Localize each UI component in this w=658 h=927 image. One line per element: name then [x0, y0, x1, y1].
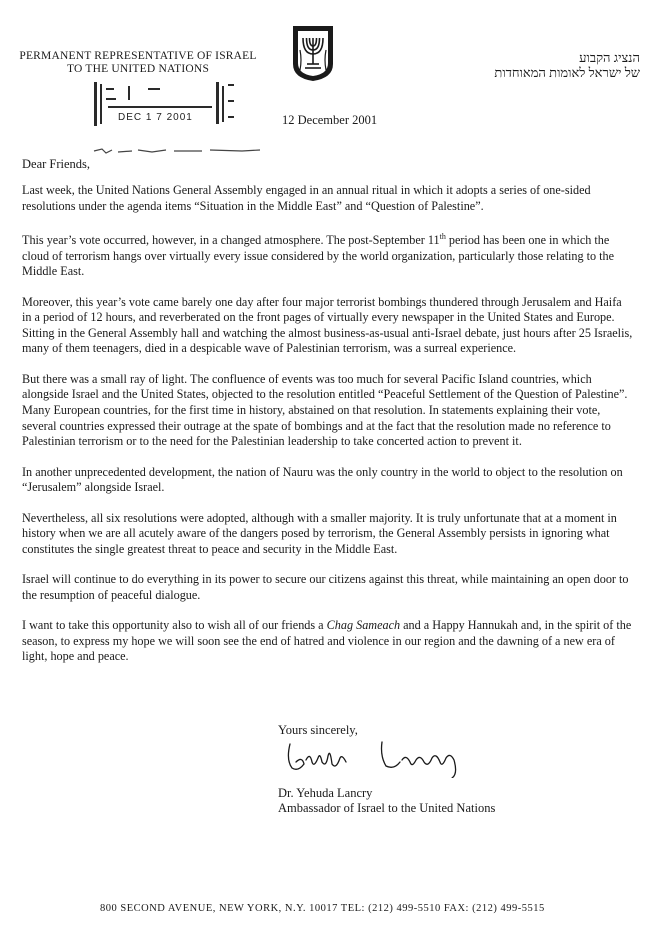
hebrew-line-1: הנציג הקבוע — [579, 50, 640, 65]
paragraph-text: I want to take this opportunity also to wish all of our friends a — [22, 618, 327, 633]
sender-header — [18, 50, 258, 76]
paragraph: Moreover, this year’s vote came barely one day after four major terrorist bombings thundered through Jerusalem and Haifa in a period of 12 hours, and reverberated on the front pages of virtually every newspaper in the United States and Europe. Sitting in the General Assembly hall and watching the almost business-as-usual anti-Israel debate, just hours after 25 Israelis, many of them teenagers, died in a despicable wave of Palestinian terrorism, was a surreal experience. — [22, 294, 633, 356]
paragraph-text: This year’s vote occurred, however, in a changed atmosphere. The post-September 11 — [22, 233, 440, 248]
paragraph: But there was a small ray of light. The confluence of events was too much for several Pacific Island countries, which alongside Israel and the United States, objected to the resolution entitled “Peaceful Settlement of the Question of Palestine”. Many European countries, for the first time in history, abstained on that resolution. In statements explaining their vote, several countries expressed their outrage at the spate of bombings and at the fact that the resolution made no reference to Palestinian terrorism or to the need for the Palestinian leadership to take concerted action to prevent it. — [22, 371, 628, 449]
paragraph-text: and a Happy Hannukah and, in the spirit of the season, to express my hope we will soon see the end of hatred and violence in our region and the dawning of a new era of light, hope and peace. — [22, 618, 632, 664]
paragraph: Nevertheless, all six resolutions were adopted, although with a smaller majority. It is truly unfortunate that at a moment in history when we are all acutely aware of the dangers posed by terrorism, the General Assembly persists in ignoring what constitutes the single greatest threat to peace and security in the Middle East. — [22, 510, 617, 556]
superscript: th — [439, 231, 446, 241]
handwritten-signature — [282, 734, 482, 778]
closing: Yours sincerely, — [278, 723, 358, 737]
received-stamp — [88, 80, 238, 136]
signatory-title: Ambassador of Israel to the United Nations — [278, 801, 496, 815]
paragraph: In another unprecedented development, the nation of Nauru was the only country in the world to object to the resolution on “Jerusalem” alongside Israel. — [22, 464, 623, 495]
emphasis: Chag Sameach — [326, 618, 401, 633]
hebrew-header — [440, 50, 640, 80]
footer-address: 800 SECOND AVENUE, NEW YORK, N.Y. 10017 TEL: (212) 499-5510 FAX: (212) 499-5515 — [100, 903, 545, 914]
paragraph: Israel will continue to do everything in its power to secure our citizens against this threat, while maintaining an open door to the resumption of peaceful dialogue. — [22, 572, 629, 602]
paragraph: Last week, the United Nations General Assembly engaged in an annual ritual in which it adopts a series of one-sided resolutions under the agenda items “Situation in the Middle East” and “Question of Palestine”. — [22, 183, 591, 213]
sender-line-2: TO THE UNITED NATIONS — [66, 63, 210, 75]
salutation: Dear Friends, — [22, 157, 91, 171]
letter-date: 12 December 2001 — [282, 113, 378, 127]
paragraph — [22, 618, 634, 665]
sender-line-1: PERMANENT REPRESENTATIVE OF ISRAEL — [19, 50, 257, 62]
paragraph — [22, 229, 634, 280]
letter-body — [22, 183, 634, 680]
israel-emblem-icon — [290, 24, 336, 82]
handwritten-scribble — [92, 144, 262, 156]
signatory-name: Dr. Yehuda Lancry — [278, 786, 373, 800]
hebrew-line-2: של ישראל לאומות המאוחדות — [494, 65, 640, 80]
paragraph-text: period has been one in which the cloud of terrorism hangs over virtually every issue considered by the world organization, particularly those relating to the Middle East. — [22, 233, 615, 279]
stamp-date: DEC 1 7 2001 — [118, 112, 193, 123]
